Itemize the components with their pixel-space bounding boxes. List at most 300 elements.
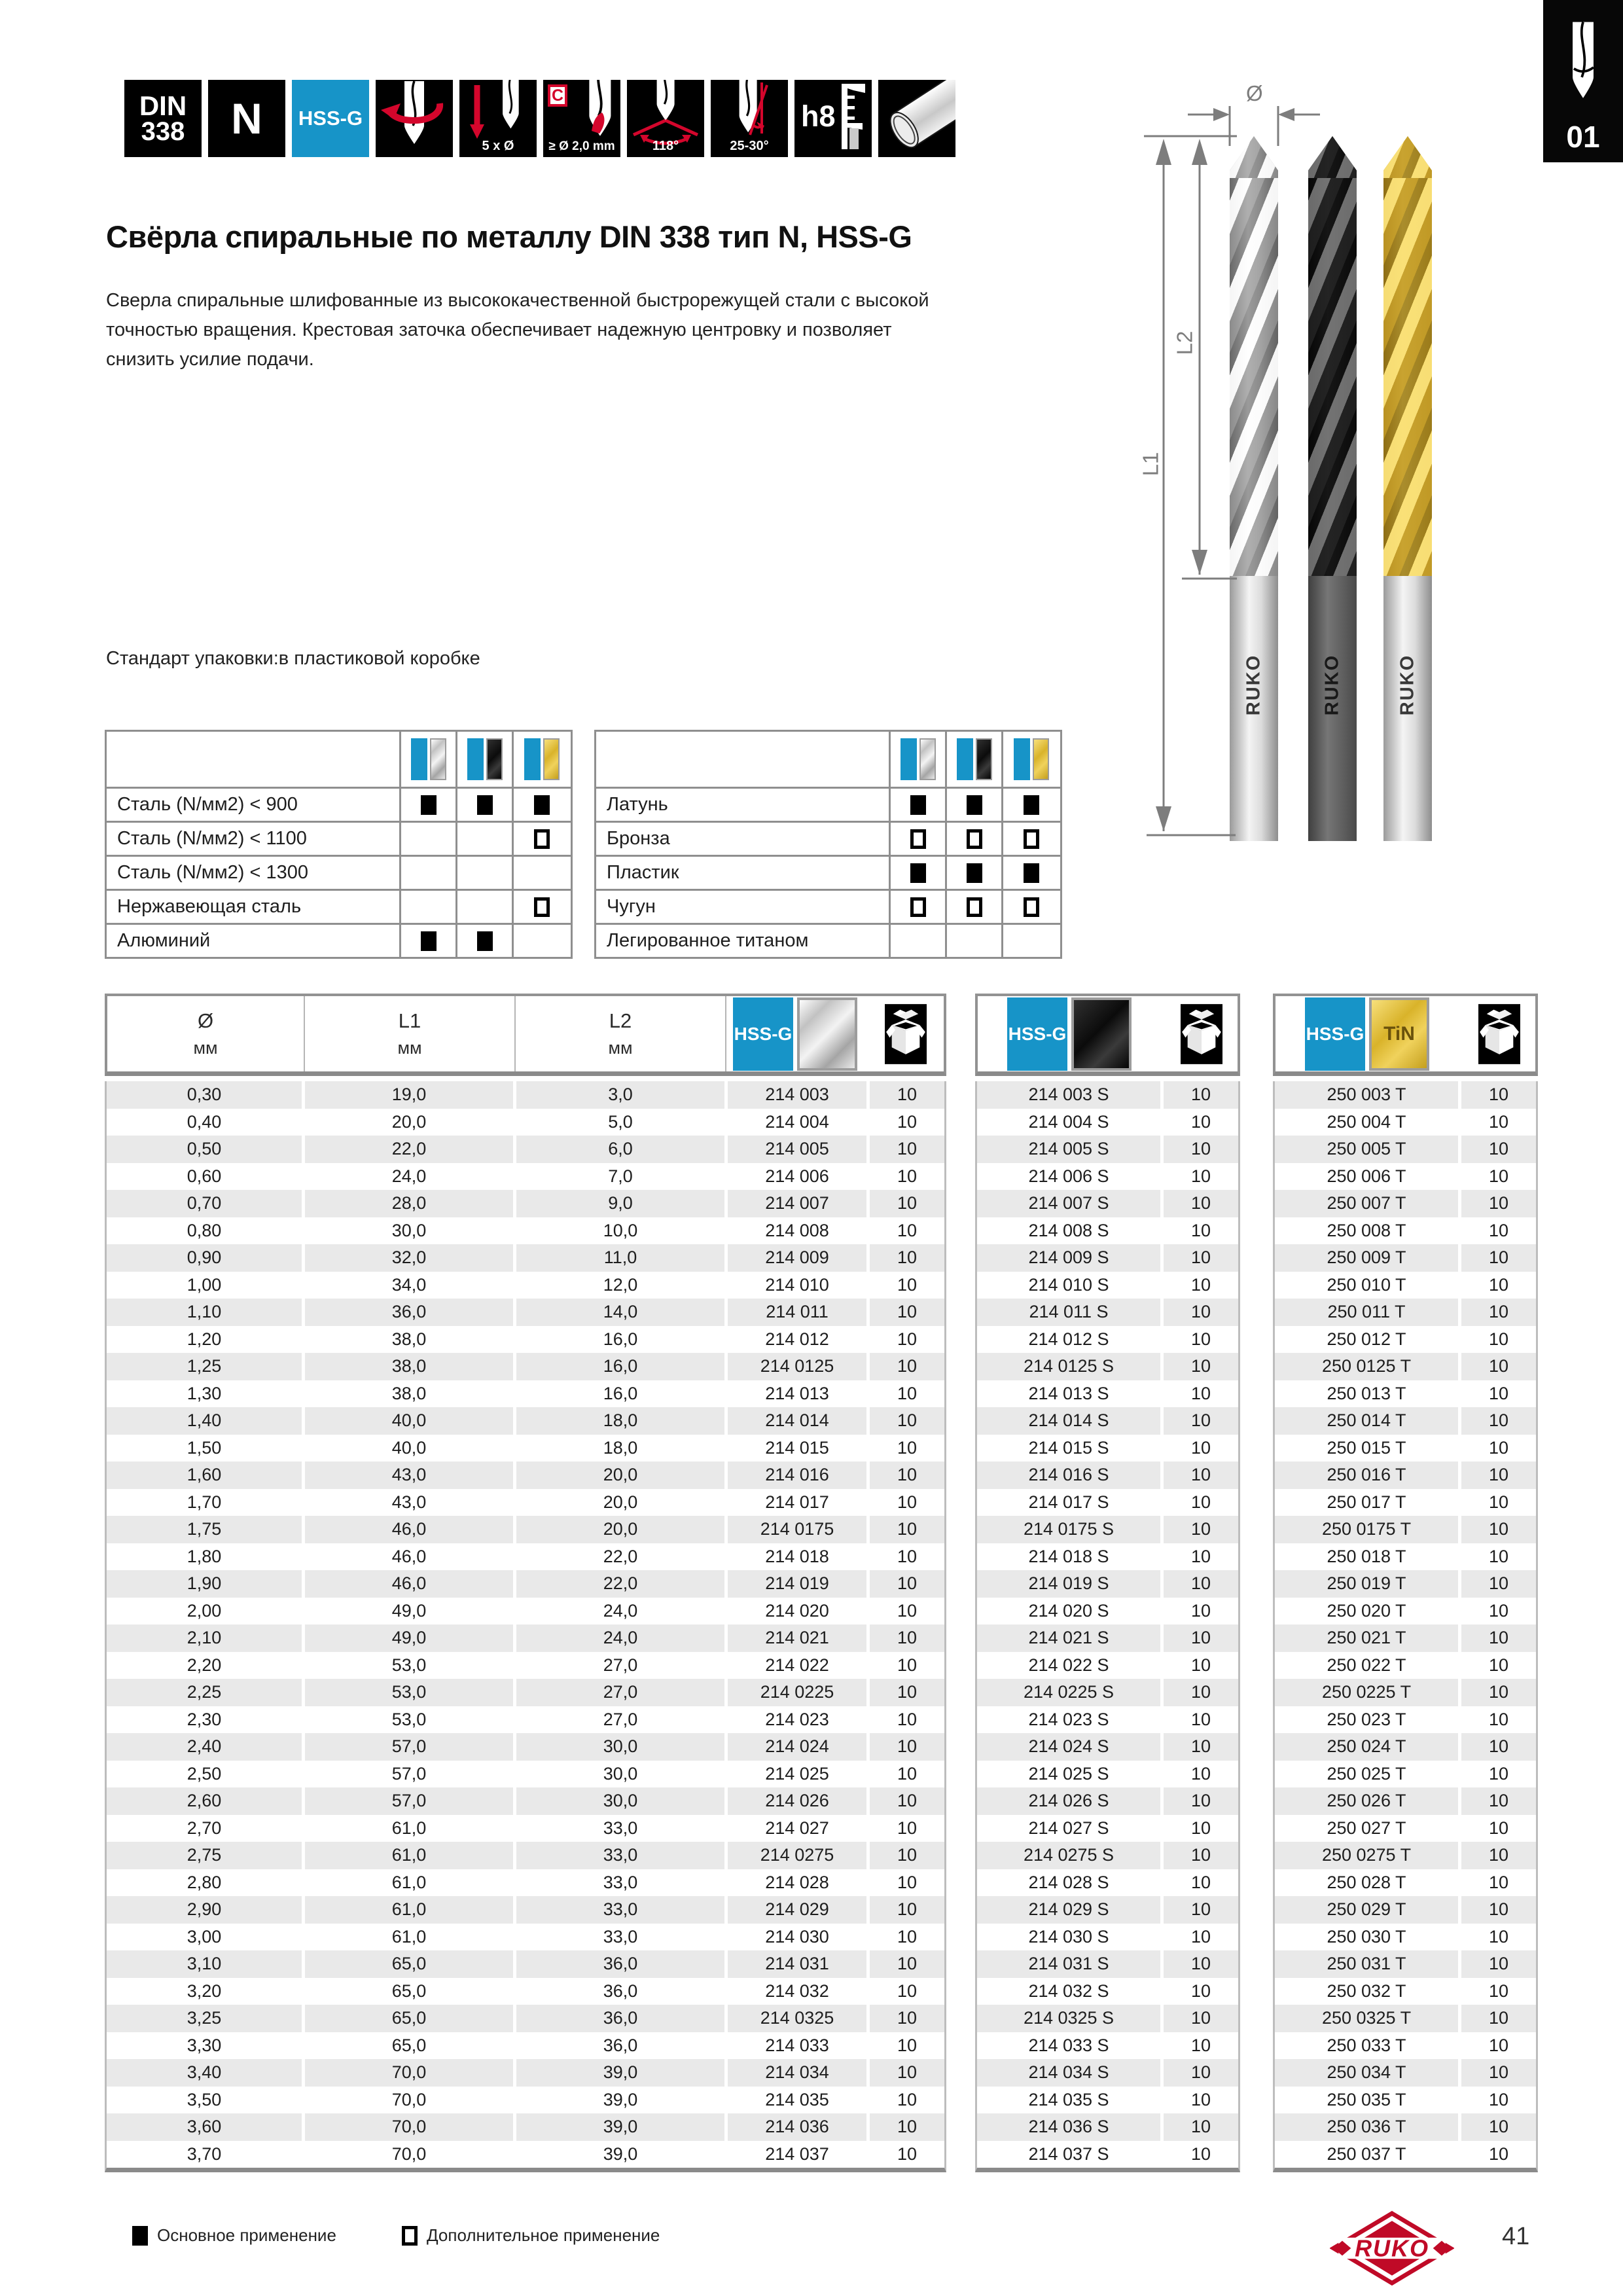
qty-cell: 10 [870,1815,944,1842]
artnr-cell: 250 029 T [1275,1896,1458,1924]
table-row [977,1353,1238,1380]
l1-cell: 40,0 [305,1407,513,1435]
artnr-cell: 214 029 [728,1896,866,1924]
artnr-cell: 214 009 [728,1244,866,1272]
l2-cell: 33,0 [516,1869,724,1897]
application-mark-cell [401,925,457,957]
qty-cell: 10 [1164,1190,1238,1217]
artnr-cell: 214 007 S [977,1190,1160,1217]
l1-cell: 70,0 [305,2087,513,2114]
l2-dim-label: L2 [1172,331,1197,355]
table-row [1275,1109,1536,1136]
l1-cell: 49,0 [305,1598,513,1625]
table-row [1275,1081,1536,1109]
table-row [1275,1978,1536,2005]
diameter-cell: 2,75 [107,1842,302,1869]
artnr-cell: 214 026 [728,1787,866,1815]
qty-cell: 10 [1461,1706,1536,1734]
table-row [977,1380,1238,1408]
table-row [107,1787,944,1815]
l1-cell: 65,0 [305,2005,513,2032]
qty-cell: 10 [1164,1272,1238,1299]
l1-cell: 61,0 [305,1815,513,1842]
qty-cell: 10 [1461,1543,1536,1571]
qty-cell: 10 [870,1081,944,1109]
table-row [977,1516,1238,1543]
din-338-icon: DIN 338 [124,80,202,157]
artnr-cell: 214 014 S [977,1407,1160,1435]
application-row [596,789,1060,823]
table-row [107,1570,944,1598]
variant-chip-bright [401,732,457,787]
material-label: Нержавеющая сталь [107,891,401,923]
table-row [107,1326,944,1354]
application-mark-cell [947,891,1003,923]
qty-cell: 10 [1461,1516,1536,1543]
artnr-cell: 214 021 S [977,1624,1160,1652]
table-row [977,1978,1238,2005]
table-row [107,2141,944,2168]
qty-cell: 10 [1164,1624,1238,1652]
table-row [107,1272,944,1299]
l1-cell: 53,0 [305,1706,513,1734]
l2-cell: 18,0 [516,1435,724,1462]
artnr-cell: 214 005 S [977,1136,1160,1163]
artnr-cell: 214 037 [728,2141,866,2168]
qty-cell: 10 [870,1380,944,1408]
l1-cell: 43,0 [305,1489,513,1516]
artnr-cell: 214 019 S [977,1570,1160,1598]
l1-cell: 46,0 [305,1570,513,1598]
legend-primary: Основное применение [132,2225,336,2246]
table-row [1275,1787,1536,1815]
l1-cell: 57,0 [305,1761,513,1788]
table-row [1275,1815,1536,1842]
l2-cell: 12,0 [516,1272,724,1299]
qty-cell: 10 [870,1570,944,1598]
material-label: Легированное титаном [596,925,891,957]
table-row [107,1761,944,1788]
bright-finish-swatch [797,997,857,1071]
filled-square-icon [967,795,982,815]
qty-cell: 10 [1164,1299,1238,1326]
table-row [977,2059,1238,2087]
table-row [107,1842,944,1869]
application-mark-cell [514,925,570,957]
variant-chip-bright [891,732,947,787]
table-row [1275,1679,1536,1706]
qty-cell: 10 [1461,2141,1536,2168]
qty-cell: 10 [870,1190,944,1217]
diameter-cell: 1,50 [107,1435,302,1462]
table-row [977,1543,1238,1571]
brand-marking: RUKO [1397,654,1418,716]
artnr-cell: 214 020 [728,1598,866,1625]
l2-cell: 11,0 [516,1244,724,1272]
artnr-cell: 250 020 T [1275,1598,1458,1625]
artnr-cell: 214 031 S [977,1950,1160,1978]
tin-finish-swatch [543,738,560,780]
table-row [977,2087,1238,2114]
table-row [1275,1407,1536,1435]
svg-text:RUKO: RUKO [1355,2234,1429,2262]
table-row [107,1543,944,1571]
page-number: 41 [1502,2223,1530,2250]
qty-cell: 10 [1461,1570,1536,1598]
l2-cell: 20,0 [516,1489,724,1516]
table-row [1275,1924,1536,1951]
spec-table-hssg-tin [1273,994,1538,2172]
table-row [1275,1136,1536,1163]
table-row [1275,2032,1536,2060]
artnr-cell: 250 030 T [1275,1924,1458,1951]
table-row [1275,1353,1536,1380]
tin-finish-swatch [1033,738,1049,780]
diameter-cell: 2,25 [107,1679,302,1706]
artnr-cell: 250 023 T [1275,1706,1458,1734]
table-row [1275,1869,1536,1897]
artnr-cell: 214 013 S [977,1380,1160,1408]
table-row [1275,1489,1536,1516]
qty-cell: 10 [870,1706,944,1734]
table-row [1275,1244,1536,1272]
outline-square-icon [967,829,982,849]
artnr-cell: 214 023 S [977,1706,1160,1734]
dia-dim-label: Ø [1246,81,1263,105]
table-row [107,2032,944,2060]
table-row [1275,1217,1536,1245]
application-mark-cell [401,857,457,889]
qty-cell: 10 [1461,1109,1536,1136]
qty-cell: 10 [870,1462,944,1489]
table-row [107,1244,944,1272]
diameter-cell: 1,10 [107,1299,302,1326]
qty-cell: 10 [870,1869,944,1897]
diameter-cell: 0,40 [107,1109,302,1136]
qty-cell: 10 [1461,1598,1536,1625]
table-row [977,1733,1238,1761]
c-badge: C [548,84,567,107]
material-label: Латунь [596,789,891,821]
application-row [596,891,1060,925]
artnr-cell: 214 006 S [977,1163,1160,1191]
l2-column-header: L2 мм [608,1009,633,1058]
chapter-number: 01 [1566,120,1600,154]
filled-square-icon [477,931,493,951]
artnr-cell: 214 011 [728,1299,866,1326]
qty-cell: 10 [1461,1217,1536,1245]
table-row [1275,1733,1536,1761]
artnr-cell: 250 010 T [1275,1272,1458,1299]
l2-cell: 30,0 [516,1787,724,1815]
table-row [107,1924,944,1951]
table-row [107,1217,944,1245]
qty-cell: 10 [1461,1842,1536,1869]
table-row [977,2005,1238,2032]
artnr-cell: 214 0125 [728,1353,866,1380]
artnr-cell: 214 021 [728,1624,866,1652]
hss-g-icon: HSS-G [292,80,369,157]
l1-cell: 70,0 [305,2059,513,2087]
table-row [107,1978,944,2005]
filled-square-icon [477,795,493,815]
qty-cell: 10 [870,1842,944,1869]
artnr-cell: 214 030 S [977,1924,1160,1951]
table-row [977,1598,1238,1625]
l1-dim-label: L1 [1138,452,1163,476]
table-row [1275,1652,1536,1679]
qty-cell: 10 [1164,1842,1238,1869]
feature-icon-strip [124,80,955,157]
table-row [977,1435,1238,1462]
qty-cell: 10 [870,1407,944,1435]
diameter-cell: 2,90 [107,1896,302,1924]
table-row [977,1109,1238,1136]
diameter-cell: 0,30 [107,1081,302,1109]
l2-cell: 16,0 [516,1353,724,1380]
l1-cell: 65,0 [305,2032,513,2060]
application-mark-cell [401,891,457,923]
artnr-cell: 214 027 [728,1815,866,1842]
qty-cell: 10 [1461,1190,1536,1217]
qty-cell: 10 [1164,1679,1238,1706]
hss-g-tag [901,738,917,780]
outline-square-icon [967,897,982,917]
table-row [107,1163,944,1191]
diameter-cell: 3,00 [107,1924,302,1951]
artnr-cell: 214 022 S [977,1652,1160,1679]
table-row [1275,1380,1536,1408]
l2-cell: 39,0 [516,2087,724,2114]
application-mark-cell [514,789,570,821]
table-row [1275,1435,1536,1462]
l2-cell: 7,0 [516,1163,724,1191]
table-row [977,2113,1238,2141]
artnr-cell: 250 0225 T [1275,1679,1458,1706]
diameter-cell: 3,10 [107,1950,302,1978]
qty-cell: 10 [1461,2005,1536,2032]
artnr-cell: 250 033 T [1275,2032,1458,2060]
diameter-cell: 3,25 [107,2005,302,2032]
qty-cell: 10 [870,1924,944,1951]
table-row [107,2113,944,2141]
qty-cell: 10 [1461,1679,1536,1706]
application-mark-cell [457,789,514,821]
artnr-cell: 250 011 T [1275,1299,1458,1326]
table-row [977,1407,1238,1435]
table-row [1275,2141,1536,2168]
hss-g-tag [411,738,427,780]
l2-cell: 14,0 [516,1299,724,1326]
table-row [977,1896,1238,1924]
material-label: Алюминий [107,925,401,957]
qty-cell: 10 [1164,1787,1238,1815]
artnr-cell: 214 0175 [728,1516,866,1543]
qty-cell: 10 [870,1244,944,1272]
l2-cell: 27,0 [516,1679,724,1706]
artnr-cell: 214 005 [728,1136,866,1163]
table-row [107,1950,944,1978]
qty-cell: 10 [1164,1081,1238,1109]
qty-cell: 10 [1461,1435,1536,1462]
diameter-cell: 3,40 [107,2059,302,2087]
artnr-cell: 250 018 T [1275,1543,1458,1571]
variant-chip-bright: HSS-G [733,997,857,1071]
qty-cell: 10 [870,1326,944,1354]
spec-table-hssg-black [975,994,1240,2172]
l1-cell: 65,0 [305,1978,513,2005]
artnr-cell: 214 024 S [977,1733,1160,1761]
application-mark-cell [401,789,457,821]
outline-square-icon [910,897,926,917]
l1-cell: 70,0 [305,2141,513,2168]
chapter-tab [1543,0,1623,162]
spec-table-hssg-bright [105,994,946,2172]
qty-cell: 10 [1461,1163,1536,1191]
table-row [1275,1624,1536,1652]
l1-cell: 49,0 [305,1624,513,1652]
l2-cell: 3,0 [516,1081,724,1109]
diameter-cell: 2,60 [107,1787,302,1815]
l1-cell: 38,0 [305,1326,513,1354]
l1-cell: 61,0 [305,1842,513,1869]
artnr-cell: 214 004 [728,1109,866,1136]
artnr-cell: 214 035 S [977,2087,1160,2114]
diameter-cell: 3,70 [107,2141,302,2168]
table-row [977,1190,1238,1217]
ruko-logo [1330,2210,1454,2290]
table-row [1275,1570,1536,1598]
table-row [1275,1598,1536,1625]
l2-cell: 27,0 [516,1706,724,1734]
qty-cell: 10 [1461,1462,1536,1489]
filled-square-icon [1024,795,1039,815]
table-row [107,1489,944,1516]
artnr-cell: 214 003 S [977,1081,1160,1109]
diameter-cell: 2,10 [107,1624,302,1652]
artnr-cell: 214 033 S [977,2032,1160,2060]
packaging-note: Стандарт упаковки:в пластиковой коробке [106,648,480,669]
qty-cell: 10 [870,1978,944,2005]
artnr-cell: 250 032 T [1275,1978,1458,2005]
artnr-cell: 214 035 [728,2087,866,2114]
artnr-cell: 250 0325 T [1275,2005,1458,2032]
artnr-cell: 214 003 [728,1081,866,1109]
application-header-spacer [107,732,401,787]
l2-cell: 20,0 [516,1462,724,1489]
qty-cell: 10 [870,1109,944,1136]
artnr-cell: 214 037 S [977,2141,1160,2168]
bright-finish-swatch [430,738,446,780]
artnr-cell: 250 037 T [1275,2141,1458,2168]
application-row [107,891,571,925]
diameter-cell: 2,70 [107,1815,302,1842]
diameter-cell: 0,80 [107,1217,302,1245]
variant-chip-tin [514,732,570,787]
variant-chip-header [401,732,570,787]
artnr-cell: 214 004 S [977,1109,1160,1136]
hss-g-tag [467,738,484,780]
artnr-cell: 214 026 S [977,1787,1160,1815]
l1-cell: 61,0 [305,1869,513,1897]
artnr-cell: 214 008 [728,1217,866,1245]
diameter-cell: 2,80 [107,1869,302,1897]
artnr-cell: 250 019 T [1275,1570,1458,1598]
table-row [107,1109,944,1136]
table-row [1275,2059,1536,2087]
l1-cell: 40,0 [305,1435,513,1462]
qty-cell: 10 [1164,1163,1238,1191]
qty-cell: 10 [870,1896,944,1924]
l2-cell: 5,0 [516,1109,724,1136]
variant-chip-header [891,732,1060,787]
application-row [107,857,571,891]
qty-cell: 10 [1164,1950,1238,1978]
filled-square-icon [132,2226,148,2246]
table-row [107,1462,944,1489]
table-row [977,1489,1238,1516]
qty-cell: 10 [870,1163,944,1191]
qty-cell: 10 [1461,1489,1536,1516]
qty-cell: 10 [1164,1136,1238,1163]
l1-cell: 36,0 [305,1299,513,1326]
application-mark-cell [514,891,570,923]
qty-cell: 10 [1164,2087,1238,2114]
l1-cell: 24,0 [305,1163,513,1191]
l2-cell: 24,0 [516,1598,724,1625]
application-mark-cell [947,823,1003,855]
artnr-cell: 214 0325 S [977,2005,1160,2032]
table-row [977,1706,1238,1734]
table-row [107,1435,944,1462]
qty-cell: 10 [1461,1869,1536,1897]
material-label: Чугун [596,891,891,923]
artnr-cell: 250 024 T [1275,1733,1458,1761]
qty-cell: 10 [1164,1543,1238,1571]
packaging-box-icon [885,1004,927,1064]
qty-cell: 10 [1164,1978,1238,2005]
application-mark-cell [514,857,570,889]
table-row [107,1679,944,1706]
l2-cell: 36,0 [516,1978,724,2005]
material-label: Пластик [596,857,891,889]
l1-cell: 32,0 [305,1244,513,1272]
qty-cell: 10 [870,1624,944,1652]
application-row [596,823,1060,857]
artnr-cell: 214 024 [728,1733,866,1761]
qty-cell: 10 [1461,1353,1536,1380]
table-row [977,1244,1238,1272]
qty-cell: 10 [870,2087,944,2114]
artnr-cell: 214 016 S [977,1462,1160,1489]
application-header-spacer [596,732,891,787]
table-row [977,1869,1238,1897]
l1-cell: 38,0 [305,1353,513,1380]
artnr-cell: 214 013 [728,1380,866,1408]
artnr-cell: 250 031 T [1275,1950,1458,1978]
l1-cell: 46,0 [305,1543,513,1571]
qty-cell: 10 [1164,1462,1238,1489]
qty-cell: 10 [1164,2032,1238,2060]
application-mark-cell [947,925,1003,957]
application-mark-cell [947,789,1003,821]
l2-cell: 16,0 [516,1380,724,1408]
page-title: Свёрла спиральные по металлу DIN 338 тип N, HSS-G [106,219,912,255]
product-diagram [1138,81,1518,854]
qty-cell: 10 [1164,2005,1238,2032]
hss-g-tag [1014,738,1030,780]
artnr-cell: 214 017 S [977,1489,1160,1516]
